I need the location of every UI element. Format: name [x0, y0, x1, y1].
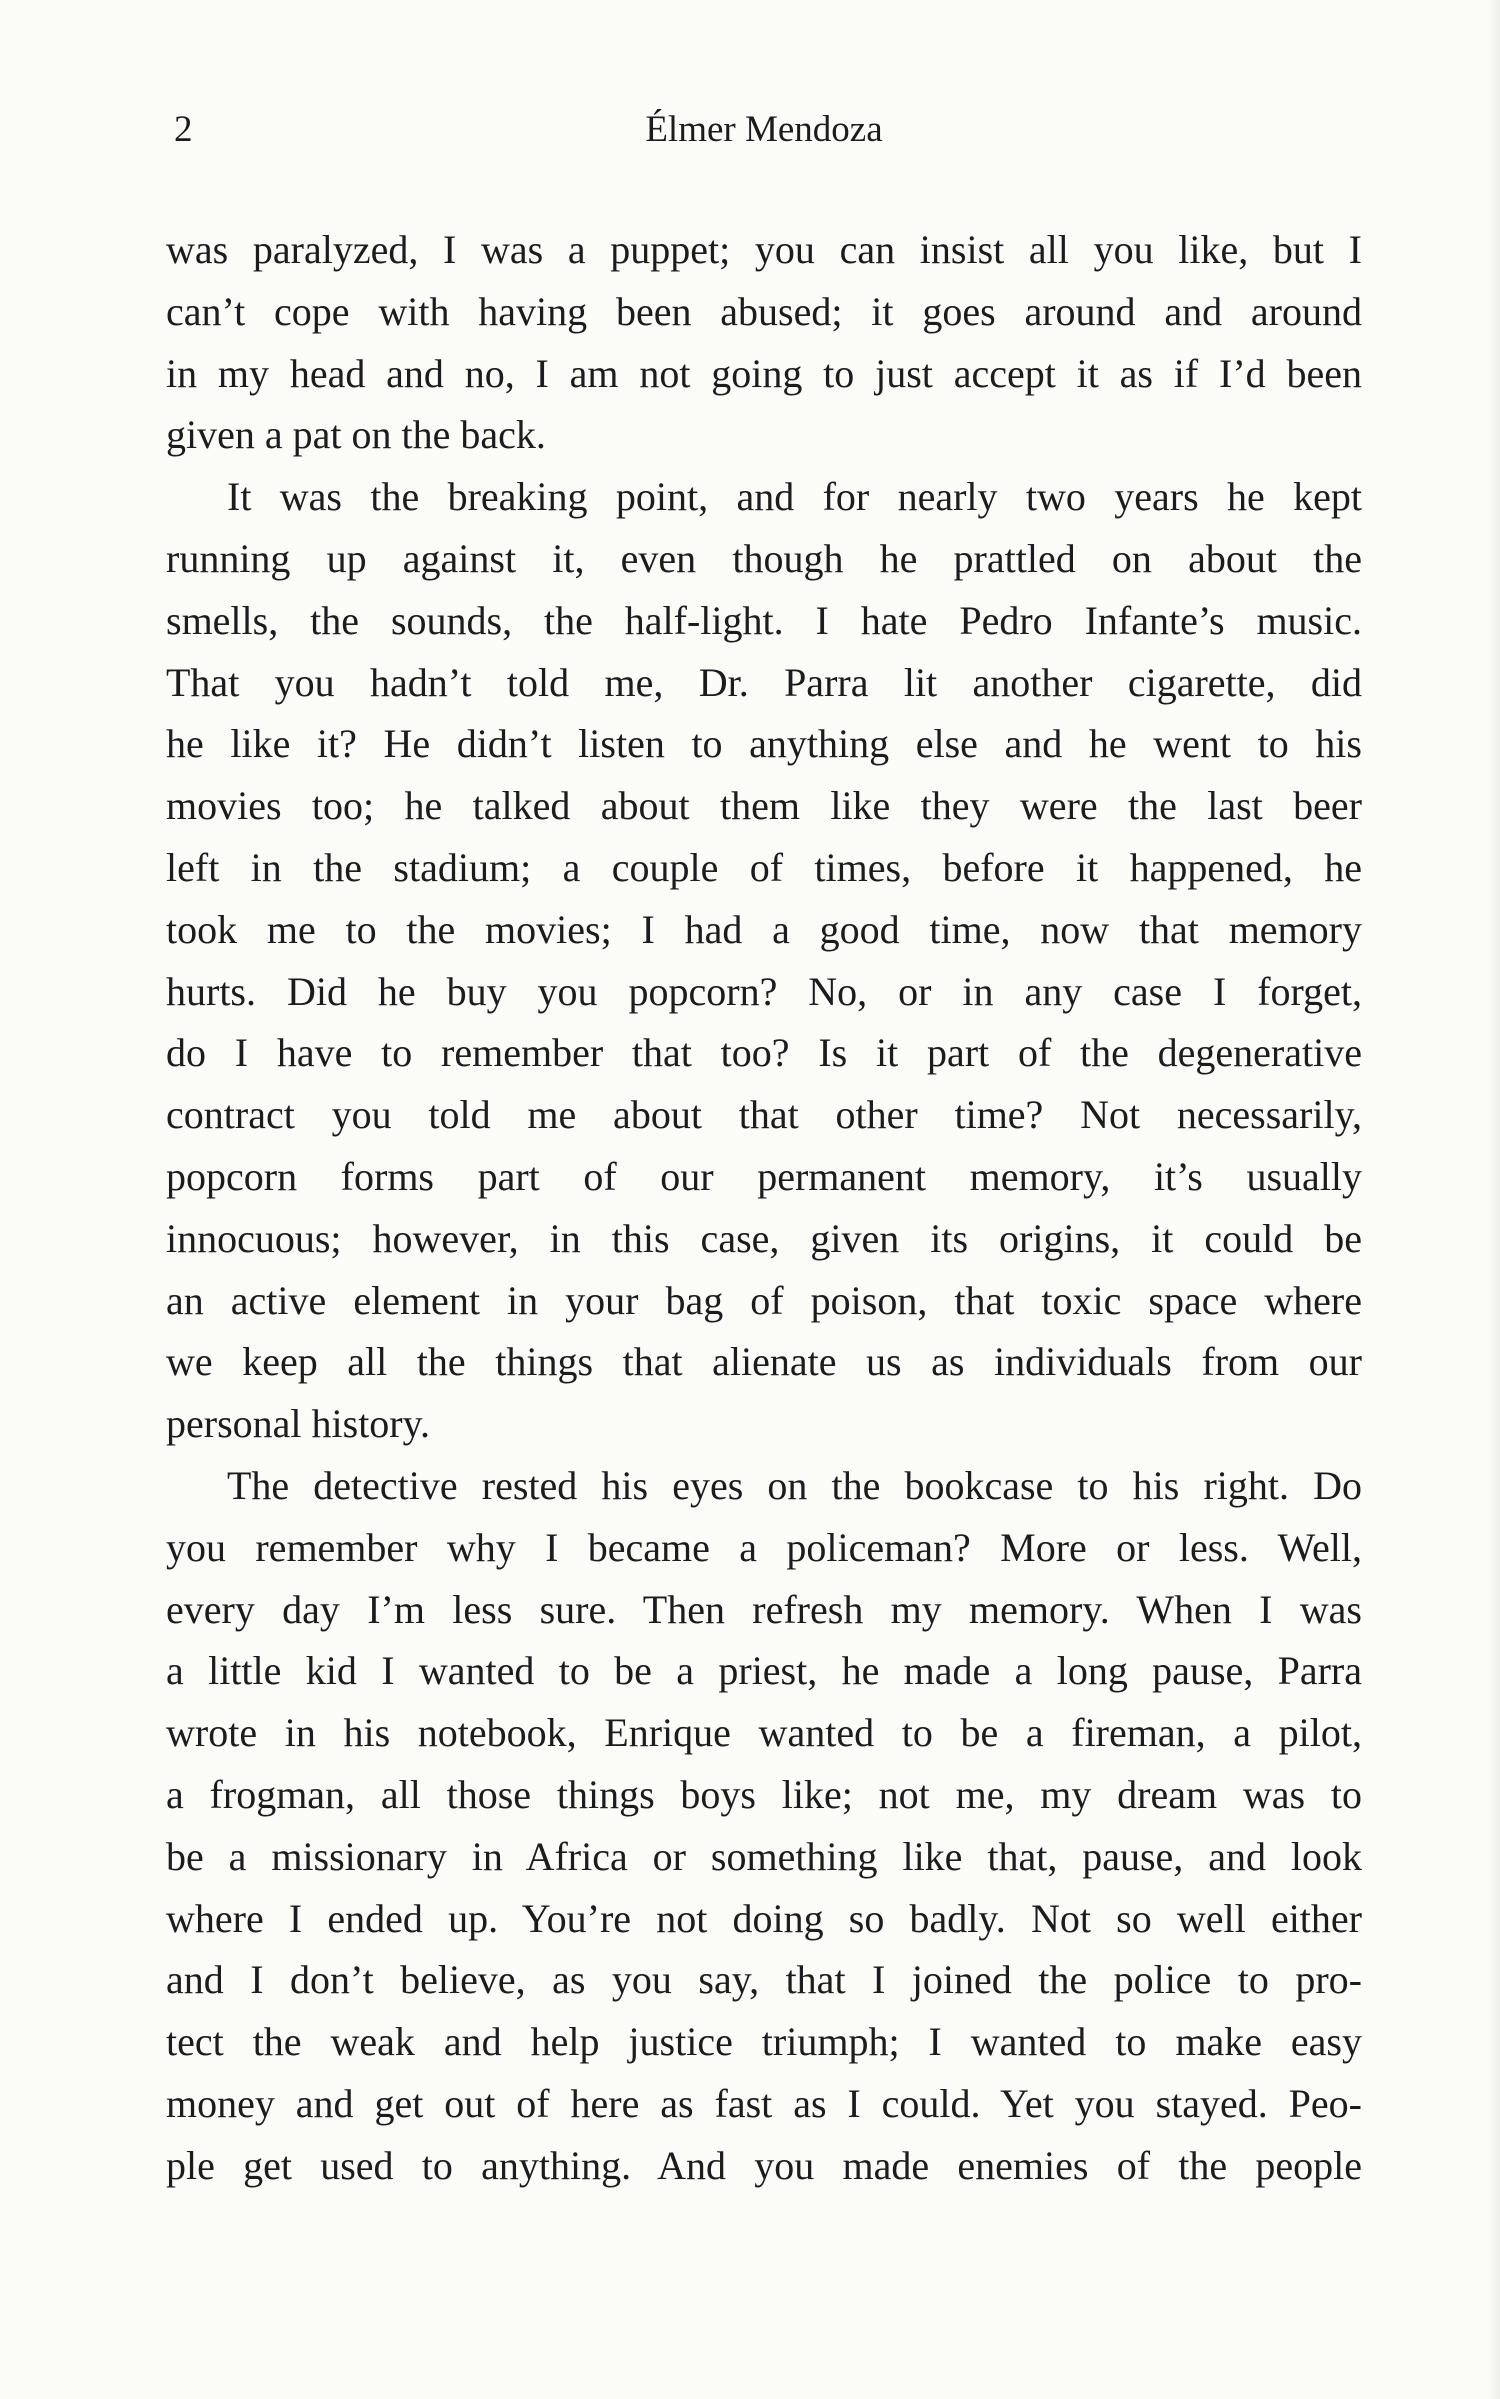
text-line: ple get used to anything. And you made enemies of the people [166, 2142, 1362, 2188]
text-line: movies too; he talked about them like they were the last beer [166, 783, 1362, 829]
text-line: we keep all the things that alienate us as individuals from our [166, 1339, 1362, 1385]
text-line: and I don’t believe, as you say, that I joined the police to pro- [166, 1957, 1362, 2003]
page-edge-shadow [1488, 0, 1500, 2399]
running-head-author: Élmer Mendoza [645, 109, 883, 150]
text-line: be a missionary in Africa or something like that, pause, and look [166, 1833, 1362, 1879]
text-line: every day I’m less sure. Then refresh my memory. When I was [166, 1586, 1362, 1632]
page-number: 2 [174, 109, 193, 150]
text-line: you remember why I became a policeman? More or less. Well, [166, 1524, 1362, 1570]
text-line: innocuous; however, in this case, given its origins, it could be [166, 1215, 1362, 1261]
text-line: smells, the sounds, the half-light. I hate Pedro Infante’s music. [166, 597, 1362, 643]
text-line: That you hadn’t told me, Dr. Parra lit another cigarette, did [166, 659, 1362, 705]
text-line: tect the weak and help justice triumph; I wanted to make easy [166, 2019, 1362, 2065]
body-text [166, 219, 1362, 2197]
text-line: left in the stadium; a couple of times, before it happened, he [166, 844, 1362, 890]
text-line: personal history. [166, 1401, 431, 1447]
text-line: running up against it, even though he prattled on about the [166, 535, 1362, 581]
page-header [166, 100, 1362, 160]
text-line: contract you told me about that other time? Not necessarily, [166, 1092, 1362, 1138]
text-line: took me to the movies; I had a good time, now that memory [166, 906, 1362, 952]
text-line: wrote in his notebook, Enrique wanted to be a fireman, a pilot, [166, 1710, 1362, 1756]
text-line: money and get out of here as fast as I could. Yet you stayed. Peo- [166, 2080, 1362, 2126]
text-line: It was the breaking point, and for nearly two years he kept [227, 474, 1362, 520]
text-line: where I ended up. You’re not doing so badly. Not so well either [166, 1895, 1362, 1941]
text-line: popcorn forms part of our permanent memory, it’s usually [166, 1153, 1362, 1199]
text-line: was paralyzed, I was a puppet; you can insist all you like, but I [166, 227, 1362, 272]
text-line: an active element in your bag of poison, that toxic space where [166, 1277, 1362, 1323]
text-line: in my head and no, I am not going to just accept it as if I’d been [166, 350, 1362, 396]
text-line: The detective rested his eyes on the bookcase to his right. Do [227, 1462, 1362, 1508]
text-line: a little kid I wanted to be a priest, he made a long pause, Parra [166, 1648, 1362, 1694]
text-line: do I have to remember that too? Is it part of the degenerative [166, 1030, 1362, 1076]
text-line: he like it? He didn’t listen to anything else and he went to his [166, 721, 1362, 767]
text-line: given a pat on the back. [166, 412, 546, 458]
text-line: hurts. Did he buy you popcorn? No, or in any case I forget, [166, 968, 1362, 1014]
text-line: a frogman, all those things boys like; not me, my dream was to [166, 1771, 1362, 1817]
text-line: can’t cope with having been abused; it goes around and around [166, 288, 1362, 334]
